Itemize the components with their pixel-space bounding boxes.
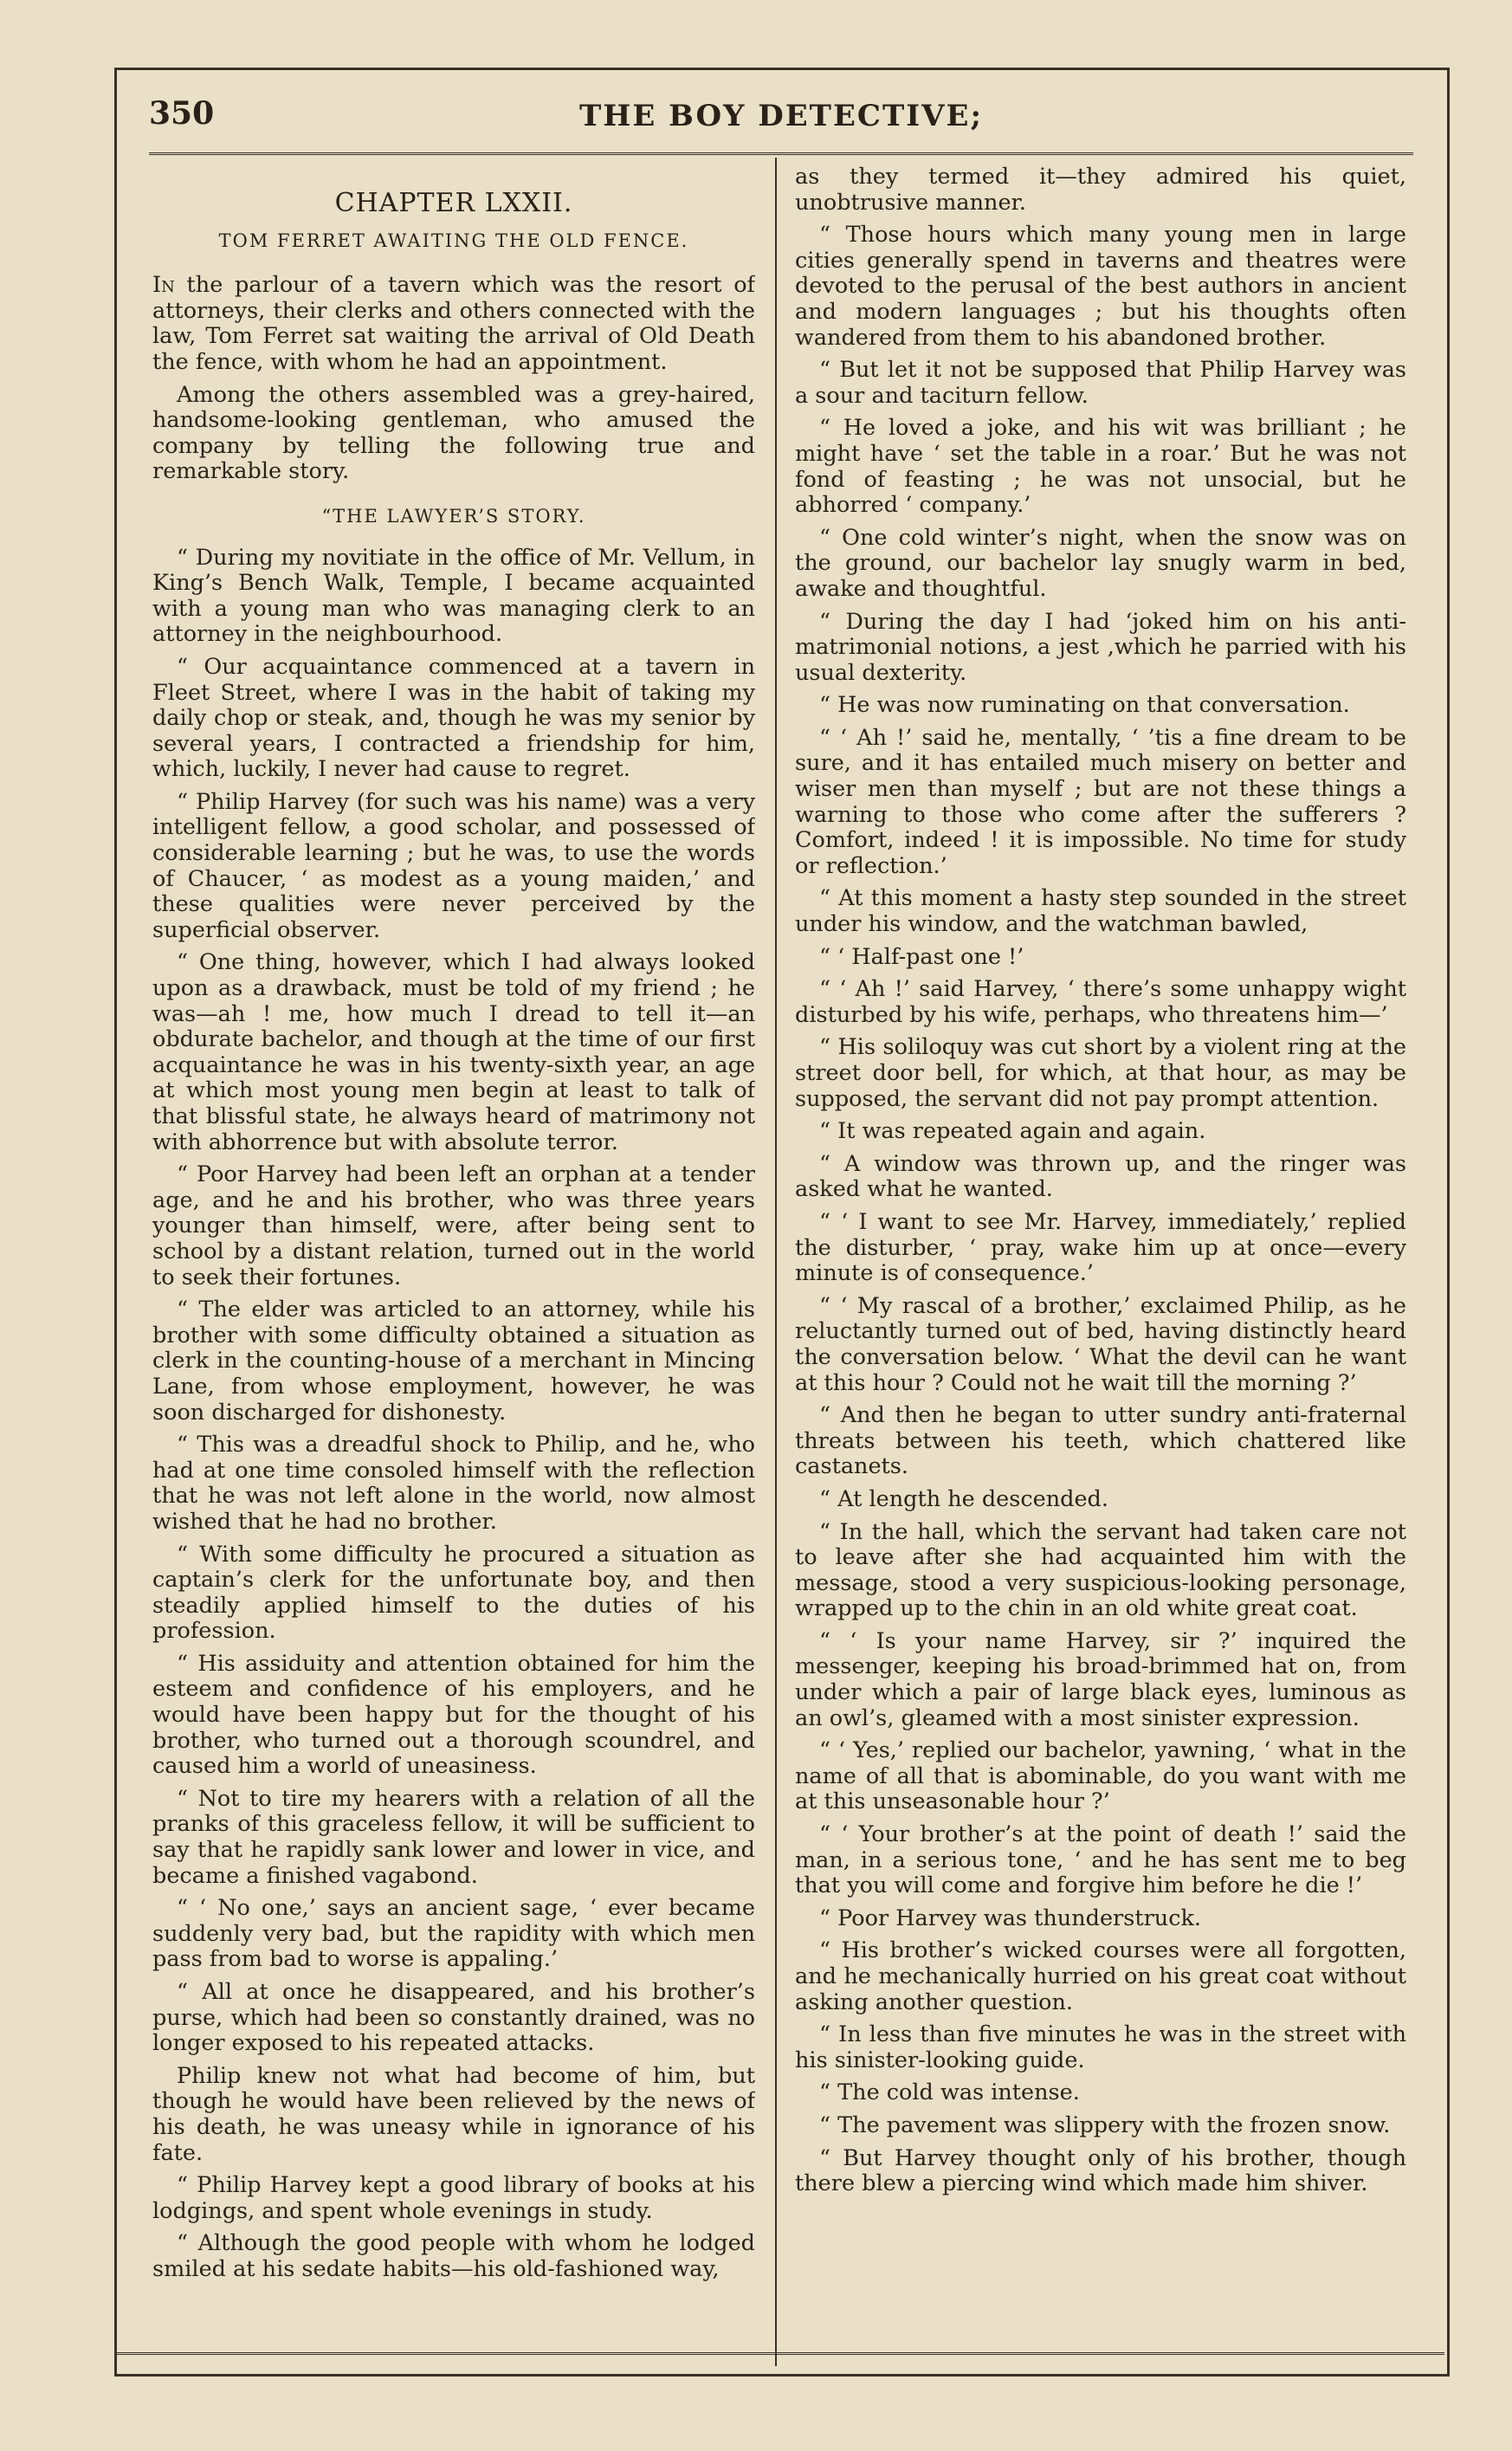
paragraph: “ In the hall, which the servant had taken care not to leave after she had acquainted him with the message, stood a very suspicious-looking personage, wrapped up to the chin in an old white great coat. xyxy=(795,1518,1406,1622)
paragraph: “ Poor Harvey had been left an orphan at a tender age, and he and his brother, who was three years younger than himself, were, after being sent to school by a distant relation, turned out in the world to seek their fortunes. xyxy=(152,1161,755,1290)
paragraph: “ At length he descended. xyxy=(819,1485,1108,1512)
paragraph: “ ‘ I want to see Mr. Harvey, immediately,’ replied the disturber, ‘ pray, wake him up at once—every minute is of consequence.’ xyxy=(795,1208,1406,1287)
paragraph: “ ‘ No one,’ says an ancient sage, ‘ ever became suddenly very bad, but the rapidity with which men pass from bad to worse is appaling.’ xyxy=(152,1895,755,1973)
paragraph: “ This was a dreadful shock to Philip, and he, who had at one time consoled himself with the reflection that he was not left alone in the world, now almost wished that he had no brother. xyxy=(152,1432,755,1535)
paragraph: “ But let it not be supposed that Philip Harvey was a sour and taciturn fellow. xyxy=(795,357,1406,409)
paragraph: “ His brother’s wicked courses were all forgotten, and he mechanically hurried on his great coat without asking another question. xyxy=(795,1937,1406,2015)
paragraph: “ He loved a joke, and his wit was brilliant ; he might have ‘ set the table in a roar.’ But he was not fond of feasting ; he was not unsocial, but he abhorred ‘ company.’ xyxy=(795,415,1406,519)
paragraph: “ All at once he disappeared, and his brother’s purse, which had been so constantly drained, was no longer exposed to his repeated attacks. xyxy=(152,1979,755,2057)
page-header xyxy=(149,95,1413,147)
column-divider xyxy=(775,158,777,2366)
chapter-subtitle: TOM FERRET AWAITING THE OLD FENCE. xyxy=(218,230,689,251)
paragraph: “ During my novitiate in the office of Mr. Vellum, in King’s Bench Walk, Temple, I became acquainted with a young man who was managing clerk to an attorney in the neighbourhood. xyxy=(152,544,755,648)
right-paragraphs xyxy=(795,165,1406,2197)
paragraph: “ ‘ Half-past one !’ xyxy=(819,943,1024,970)
paragraph: “ He was now ruminating on that conversation. xyxy=(819,692,1350,719)
paragraph: “ ‘ Yes,’ replied our bachelor, yawning, ‘ what in the name of all that is abominable, do you want with me at this unseasonable hour ?’ xyxy=(795,1737,1406,1815)
intro-paragraph xyxy=(152,273,755,375)
paragraph: “ Philip Harvey kept a good library of books at his lodgings, and spent whole evenings in study. xyxy=(152,2172,755,2224)
paragraph: “ One thing, however, which I had always looked upon as a drawback, must be told of my friend ; he was—ah ! me, how much I dread to tell it—an obdurate bachelor, and though at the time of our first acquaintance he was in his twenty-sixth year, an age at which most young men begin at least to talk of that blissful state, he always heard of matrimony not with abhorrence but with absolute terror. xyxy=(152,949,755,1155)
running-title: THE BOY DETECTIVE; xyxy=(579,99,983,133)
paragraph: Philip knew not what had become of him, but though he would have been relieved by the news of his death, he was uneasy while in ignorance of his fate. xyxy=(152,2062,755,2166)
paragraph: “ At this moment a hasty step sounded in the street under his window, and the watchman bawled, xyxy=(795,885,1406,938)
paragraph: as they termed it—they admired his quiet, unobtrusive manner. xyxy=(795,165,1406,216)
right-column xyxy=(795,165,1406,2368)
paragraph: “ A window was thrown up, and the ringer was asked what he wanted. xyxy=(795,1150,1406,1203)
paragraph: “ Philip Harvey (for such was his name) was a very intelligent fellow, a good scholar, and possessed of considerable learning ; but he was, to use the words of Chaucer, ‘ as modest as a young maiden,’ and these qualities were never perceived by the superficial observer. xyxy=(152,788,755,943)
paragraph: “ His assiduity and attention obtained for him the esteem and confidence of his employers, and he would have been happy but for the thought of his brother, who turned out a thorough scoundrel, and caused him a world of uneasiness. xyxy=(152,1650,755,1780)
paragraph: “ Our acquaintance commenced at a tavern in Fleet Street, where I was in the habit of taking my daily chop or steak, and, though he was my senior by several years, I contracted a friendship for him, which, luckily, I never had cause to regret. xyxy=(152,653,755,783)
paragraph: “ Those hours which many young men in large cities generally spend in taverns and theatres were devoted to the perusal of the best authors in ancient and modern languages ; but his thoughts often wandered from them to his abandoned brother. xyxy=(795,222,1406,351)
paragraph: “ The elder was articled to an attorney, while his brother with some difficulty obtained a situation as clerk in the counting-house of a merchant in Mincing Lane, from whose employment, however, he was soon discharged for dishonesty. xyxy=(152,1297,755,1426)
paragraph: “ ‘ Ah !’ said he, mentally, ‘ ’tis a fine dream to be sure, and it has entailed much misery on better and wiser men than myself ; but are not these things a warning to those who come after the sufferers ? Comfort, indeed ! it is impossible. No time for study or reflection.’ xyxy=(795,724,1406,879)
header-rule xyxy=(149,152,1413,155)
page-number: 350 xyxy=(149,95,215,132)
paragraph: “ But Harvey thought only of his brother, though there blew a piercing wind which made him shiver. xyxy=(795,2144,1406,2197)
intro-text: the parlour of a tavern which was the resort of attorneys, their clerks and others connected with the law, Tom Ferret sat waiting the arrival of Old Death the fence, with whom he had an appointment. xyxy=(152,272,755,375)
paragraph: “ ‘ Ah !’ said Harvey, ‘ there’s some unhappy wight disturbed by his wife, perhaps, who threatens him—’ xyxy=(795,976,1406,1028)
paragraph: “ ‘ My rascal of a brother,’ exclaimed Philip, as he reluctantly turned out of bed, having distinctly heard the conversation below. ‘ What the devil can he want at this hour ? Could not he wait till the morning ?’ xyxy=(795,1292,1406,1396)
story-title: “THE LAWYER’S STORY. xyxy=(321,505,586,527)
paragraph: “ It was repeated again and again. xyxy=(819,1118,1206,1145)
left-paragraphs xyxy=(152,546,755,2283)
left-column xyxy=(152,165,755,2368)
paragraph: “ The cold was intense. xyxy=(819,2079,1080,2106)
bottom-rule xyxy=(114,2352,1444,2355)
paragraph: “ ‘ Your brother’s at the point of death !’ said the man, in a serious tone, ‘ and he has sent me to beg that you will come and forgive him before he die !’ xyxy=(795,1821,1406,1899)
paragraph: “ During the day I had ‘joked him on his anti-matrimonial notions, a jest ,which he parried with his usual dexterity. xyxy=(795,608,1406,686)
chapter-title: CHAPTER LXXII. xyxy=(334,188,573,218)
intro-first-word: In xyxy=(152,272,175,299)
paragraph: Among the others assembled was a grey-haired, handsome-looking gentleman, who amused the company by telling the following true and remarkable story. xyxy=(152,381,755,485)
paragraph: “ His soliloquy was cut short by a violent ring at the street door bell, for which, at that hour, as may be supposed, the servant did not pay prompt attention. xyxy=(795,1034,1406,1112)
paragraph: “ ‘ Is your name Harvey, sir ?’ inquired the messenger, keeping his broad-brimmed hat on, from under which a pair of large black eyes, luminous as an owl’s, gleamed with a most sinister expression. xyxy=(795,1627,1406,1731)
paragraph: “ With some difficulty he procured a situation as captain’s clerk for the unfortunate boy, and then steadily applied himself to the duties of his profession. xyxy=(152,1541,755,1645)
paragraph: “ And then he began to utter sundry anti-fraternal threats between his teeth, which chattered like castanets. xyxy=(795,1402,1406,1480)
paragraph: “ Poor Harvey was thunderstruck. xyxy=(819,1905,1202,1931)
paragraph: “ Although the good people with whom he lodged smiled at his sedate habits—his old-fashioned way, xyxy=(152,2230,755,2282)
paragraph: “ In less than five minutes he was in the street with his sinister-looking guide. xyxy=(795,2021,1406,2073)
paragraph: “ Not to tire my hearers with a relation of all the pranks of this graceless fellow, it will be sufficient to say that he rapidly sank lower and lower in vice, and became a finished vagabond. xyxy=(152,1785,755,1889)
paragraph: “ The pavement was slippery with the frozen snow. xyxy=(819,2111,1391,2138)
paragraph: “ One cold winter’s night, when the snow was on the ground, our bachelor lay snugly warm in bed, awake and thoughtful. xyxy=(795,524,1406,602)
